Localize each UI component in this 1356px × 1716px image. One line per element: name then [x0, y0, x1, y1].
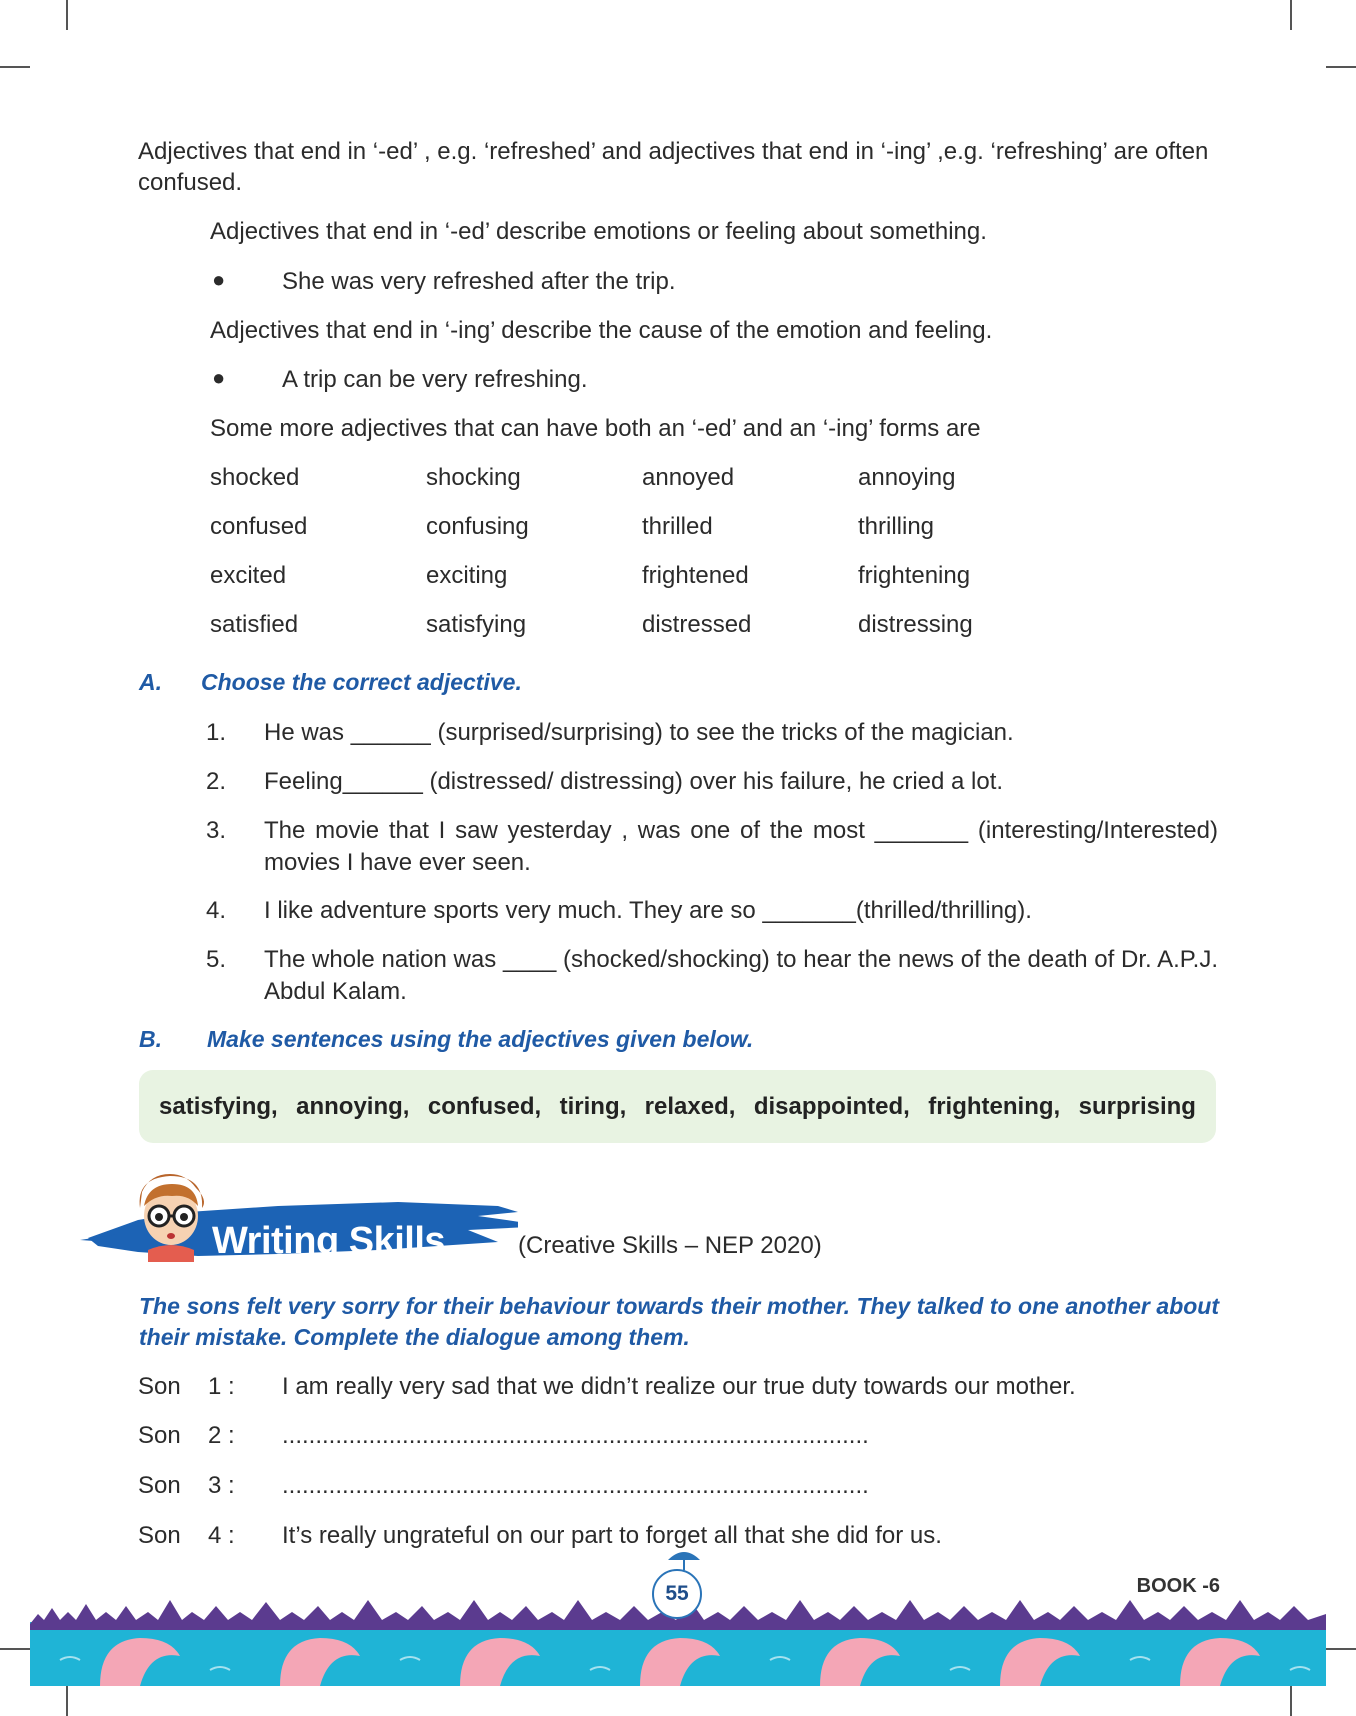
crop-mark: [1290, 0, 1292, 30]
boy-mascot-icon: [130, 1170, 212, 1262]
word-item: confused,: [427, 1092, 542, 1120]
dialogue-speaker: Son: [138, 1472, 181, 1499]
dialogue-line: It’s really ungrateful on our part to forget all that she did for us.: [282, 1522, 942, 1549]
question-number: 5.: [206, 946, 227, 973]
adjective-cell: satisfying: [426, 611, 527, 638]
adjective-cell: exciting: [426, 562, 508, 589]
dialogue-number: 1 :: [208, 1373, 235, 1400]
adjective-cell: excited: [210, 562, 287, 589]
ed-example: She was very refreshed after the trip.: [282, 268, 676, 295]
crop-mark: [0, 1648, 30, 1650]
dialogue-blank-line: ........................................................................................: [282, 1472, 869, 1499]
ing-rule: Adjectives that end in ‘-ing’ describe the cause of the emotion and feeling.: [210, 317, 993, 344]
writing-instruction: The sons felt very sorry for their behaviour towards their mother. They talked to one another about their mistake. Complete the dialogue among them.: [139, 1293, 1219, 1350]
ed-rule: Adjectives that end in ‘-ed’ describe emotions or feeling about something.: [210, 218, 987, 245]
exercise-a-letter: A.: [139, 669, 162, 695]
adjective-cell: confusing: [426, 513, 529, 540]
dialogue-speaker: Son: [138, 1373, 181, 1400]
adjective-cell: shocked: [210, 464, 300, 491]
ing-example: A trip can be very refreshing.: [282, 366, 588, 393]
adjective-cell: thrilled: [642, 513, 713, 540]
question-text: Feeling______ (distressed/ distressing) over his failure, he cried a lot.: [264, 768, 1004, 795]
book-label: BOOK -6: [1136, 1575, 1220, 1597]
crop-mark: [66, 1686, 68, 1716]
dialogue-number: 2 :: [208, 1422, 235, 1449]
adjective-cell: frightened: [642, 562, 749, 589]
dialogue-speaker: Son: [138, 1522, 181, 1549]
question-text: He was ______ (surprised/surprising) to see the tricks of the magician.: [264, 719, 1014, 746]
question-text: I like adventure sports very much. They are so _______(thrilled/thrilling).: [264, 897, 1032, 924]
page-number: 55: [652, 1569, 702, 1619]
question-number: 4.: [206, 897, 227, 924]
exercise-a-title: Choose the correct adjective.: [201, 669, 522, 695]
question-text: The whole nation was ____ (shocked/shocking) to hear the news of the death of Dr. A.P.J. Abdul Kalam.: [264, 946, 1218, 1005]
more-adjectives-line: Some more adjectives that can have both an ‘-ed’ and an ‘-ing’ forms are: [210, 415, 981, 442]
writing-subtitle: (Creative Skills – NEP 2020): [518, 1232, 822, 1259]
adjective-cell: distressing: [858, 611, 973, 638]
word-item: surprising: [1078, 1092, 1196, 1120]
adjective-cell: satisfied: [210, 611, 299, 638]
adjective-cell: annoying: [858, 464, 956, 491]
question-text: The movie that I saw yesterday , was one of the most _______ (interesting/Interested) movies I have ever seen.: [264, 817, 1218, 876]
dialogue-line: I am really very sad that we didn’t realize our true duty towards our mother.: [282, 1373, 1076, 1400]
adjective-cell: confused: [210, 513, 308, 540]
crop-mark: [1326, 1648, 1356, 1650]
crop-mark: [66, 0, 68, 30]
adjective-cell: distressed: [642, 611, 752, 638]
adjective-cell: frightening: [858, 562, 971, 589]
dialogue-blank-line: ........................................................................................: [282, 1422, 869, 1449]
adjective-cell: shocking: [426, 464, 521, 491]
question-number: 3.: [206, 817, 227, 844]
crop-mark: [1326, 66, 1356, 68]
dialogue-number: 4 :: [208, 1522, 235, 1549]
umbrella-icon: [664, 1544, 704, 1572]
adjective-cell: annoyed: [642, 464, 735, 491]
dialogue-number: 3 :: [208, 1472, 235, 1499]
word-item: satisfying,: [159, 1092, 278, 1120]
bullet-icon: ●: [212, 365, 226, 390]
word-item: relaxed,: [644, 1092, 736, 1120]
writing-skills-title: Writing Skills: [212, 1220, 446, 1262]
adjective-cell: thrilling: [858, 513, 935, 540]
question-number: 2.: [206, 768, 227, 795]
exercise-b-letter: B.: [139, 1026, 162, 1052]
word-box: [139, 1070, 1216, 1143]
crop-mark: [0, 66, 30, 68]
word-item: disappointed,: [753, 1092, 910, 1120]
word-item: annoying,: [296, 1092, 410, 1120]
intro-paragraph: Adjectives that end in ‘-ed’ , e.g. ‘refreshed’ and adjectives that end in ‘-ing’ ,e.g. ‘refreshing’ are often confused.: [138, 138, 1209, 196]
question-number: 1.: [206, 719, 227, 746]
word-item: frightening,: [928, 1092, 1061, 1120]
bullet-icon: ●: [212, 267, 226, 292]
dialogue-speaker: Son: [138, 1422, 181, 1449]
word-item: tiring,: [559, 1092, 627, 1120]
exercise-b-title: Make sentences using the adjectives given below.: [207, 1026, 754, 1052]
crop-mark: [1290, 1686, 1292, 1716]
